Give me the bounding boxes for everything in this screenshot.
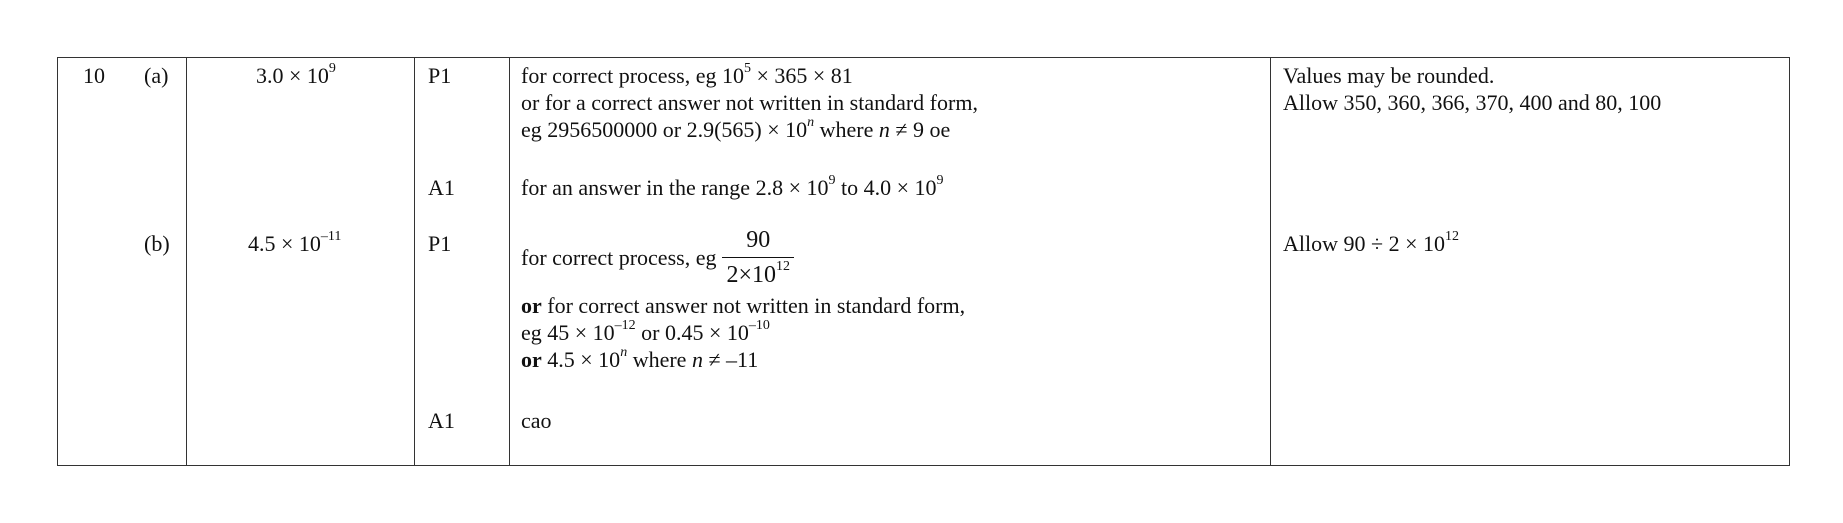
- mark-code-b-p1: P1: [428, 231, 452, 256]
- question-number: 10: [83, 63, 105, 88]
- answer-a: $3.0 \times 10^9$: [256, 60, 336, 88]
- mark-line: eg 2956500000 or $2.9(565) \times 10^n$ where n ≠ 9 oe: [521, 114, 951, 142]
- mark-line: or $4.5 \times 10^n$ where n ≠ –11: [521, 344, 759, 372]
- mark-line: or for correct answer not written in standard form,: [521, 293, 966, 318]
- mark-description-b-p1: [521, 226, 965, 373]
- mark-code-a-p1: P1: [428, 63, 452, 88]
- guidance-b: Allow $90 \div 2 \times 10^{12}$: [1283, 228, 1459, 256]
- guidance-line: Values may be rounded.: [1283, 63, 1495, 88]
- part-label-a: (a): [144, 63, 169, 88]
- column-divider: [1270, 58, 1271, 465]
- guidance-line: Allow 350, 360, 366, 370, 400 and 80, 100: [1283, 90, 1662, 115]
- mark-description-b-a1: cao: [521, 408, 552, 433]
- mark-line: eg $45 \times 10^{-12}$ or $0.45 \times 10^{-10}$: [521, 317, 770, 345]
- mark-description-a-p1: [521, 62, 978, 143]
- mark-description-a-a1: for an answer in the range $2.8 \times 10^9$ to $4.0 \times 10^9$: [521, 172, 944, 200]
- part-label-b: (b): [144, 231, 170, 256]
- mark-line: for correct process, eg $\frac{90}{2\times 10^{12}}$: [521, 226, 965, 292]
- column-divider: [509, 58, 510, 465]
- mark-line: for correct process, eg $10^5 \times 365 \times 81$: [521, 60, 853, 88]
- mark-code-b-a1: A1: [428, 408, 455, 433]
- answer-b: $4.5 \times 10^{-11}$: [248, 228, 342, 256]
- column-divider: [186, 58, 187, 465]
- fraction: $\frac{90}{2\times 10^{12}}$: [722, 226, 794, 289]
- column-divider: [414, 58, 415, 465]
- mark-scheme-table: [57, 57, 1790, 466]
- mark-line: or for a correct answer not written in standard form,: [521, 90, 978, 115]
- mark-code-a-a1: A1: [428, 175, 455, 200]
- guidance-a: [1283, 62, 1661, 116]
